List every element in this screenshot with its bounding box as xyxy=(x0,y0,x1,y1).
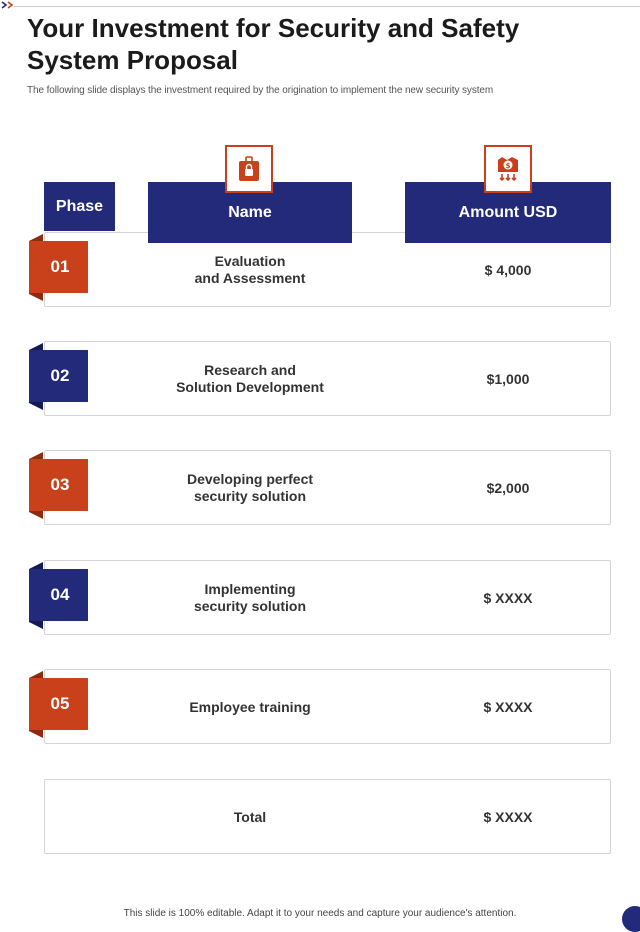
double-chevron-icon xyxy=(0,0,18,12)
page-subtitle: The following slide displays the investment required by the origination to implement the new security system xyxy=(27,85,494,96)
footer-note: This slide is 100% editable. Adapt it to your needs and capture your audience's attention. xyxy=(123,908,517,919)
header-phase: Phase xyxy=(44,182,115,231)
row-amount: $ 4,000 xyxy=(484,262,532,278)
page-title: Your Investment for Security and Safety System Proposal xyxy=(27,13,520,75)
row-name: Evaluation and Assessment xyxy=(194,253,306,286)
phase-number: 05 xyxy=(29,678,88,730)
phase-number: 01 xyxy=(29,241,88,293)
phase-tag xyxy=(29,234,89,286)
header-name: Name xyxy=(148,182,352,243)
row-amount: $2,000 xyxy=(486,480,530,496)
row-amount: $ XXXX xyxy=(483,699,533,715)
phase-number: 04 xyxy=(29,569,88,621)
phase-tag xyxy=(29,562,89,614)
total-label: Total xyxy=(233,809,267,825)
total-amount: $ XXXX xyxy=(483,809,533,825)
money-icon xyxy=(484,145,532,193)
svg-text:$: $ xyxy=(505,162,511,170)
row-amount: $1,000 xyxy=(486,371,530,387)
phase-tag xyxy=(29,452,89,504)
phase-number: 02 xyxy=(29,350,88,402)
row-name: Implementing security solution xyxy=(193,581,307,614)
row-name: Developing perfect security solution xyxy=(186,471,314,504)
phase-tag xyxy=(29,343,89,395)
badge-icon xyxy=(225,145,273,193)
row-name: Employee training xyxy=(189,699,311,715)
phase-tag xyxy=(29,671,89,723)
top-divider xyxy=(14,6,640,7)
phase-number: 03 xyxy=(29,459,88,511)
header-amount: Amount USD xyxy=(405,182,611,243)
corner-decoration xyxy=(622,906,640,932)
row-amount: $ XXXX xyxy=(483,590,533,606)
row-name: Research and Solution Development xyxy=(176,362,324,395)
